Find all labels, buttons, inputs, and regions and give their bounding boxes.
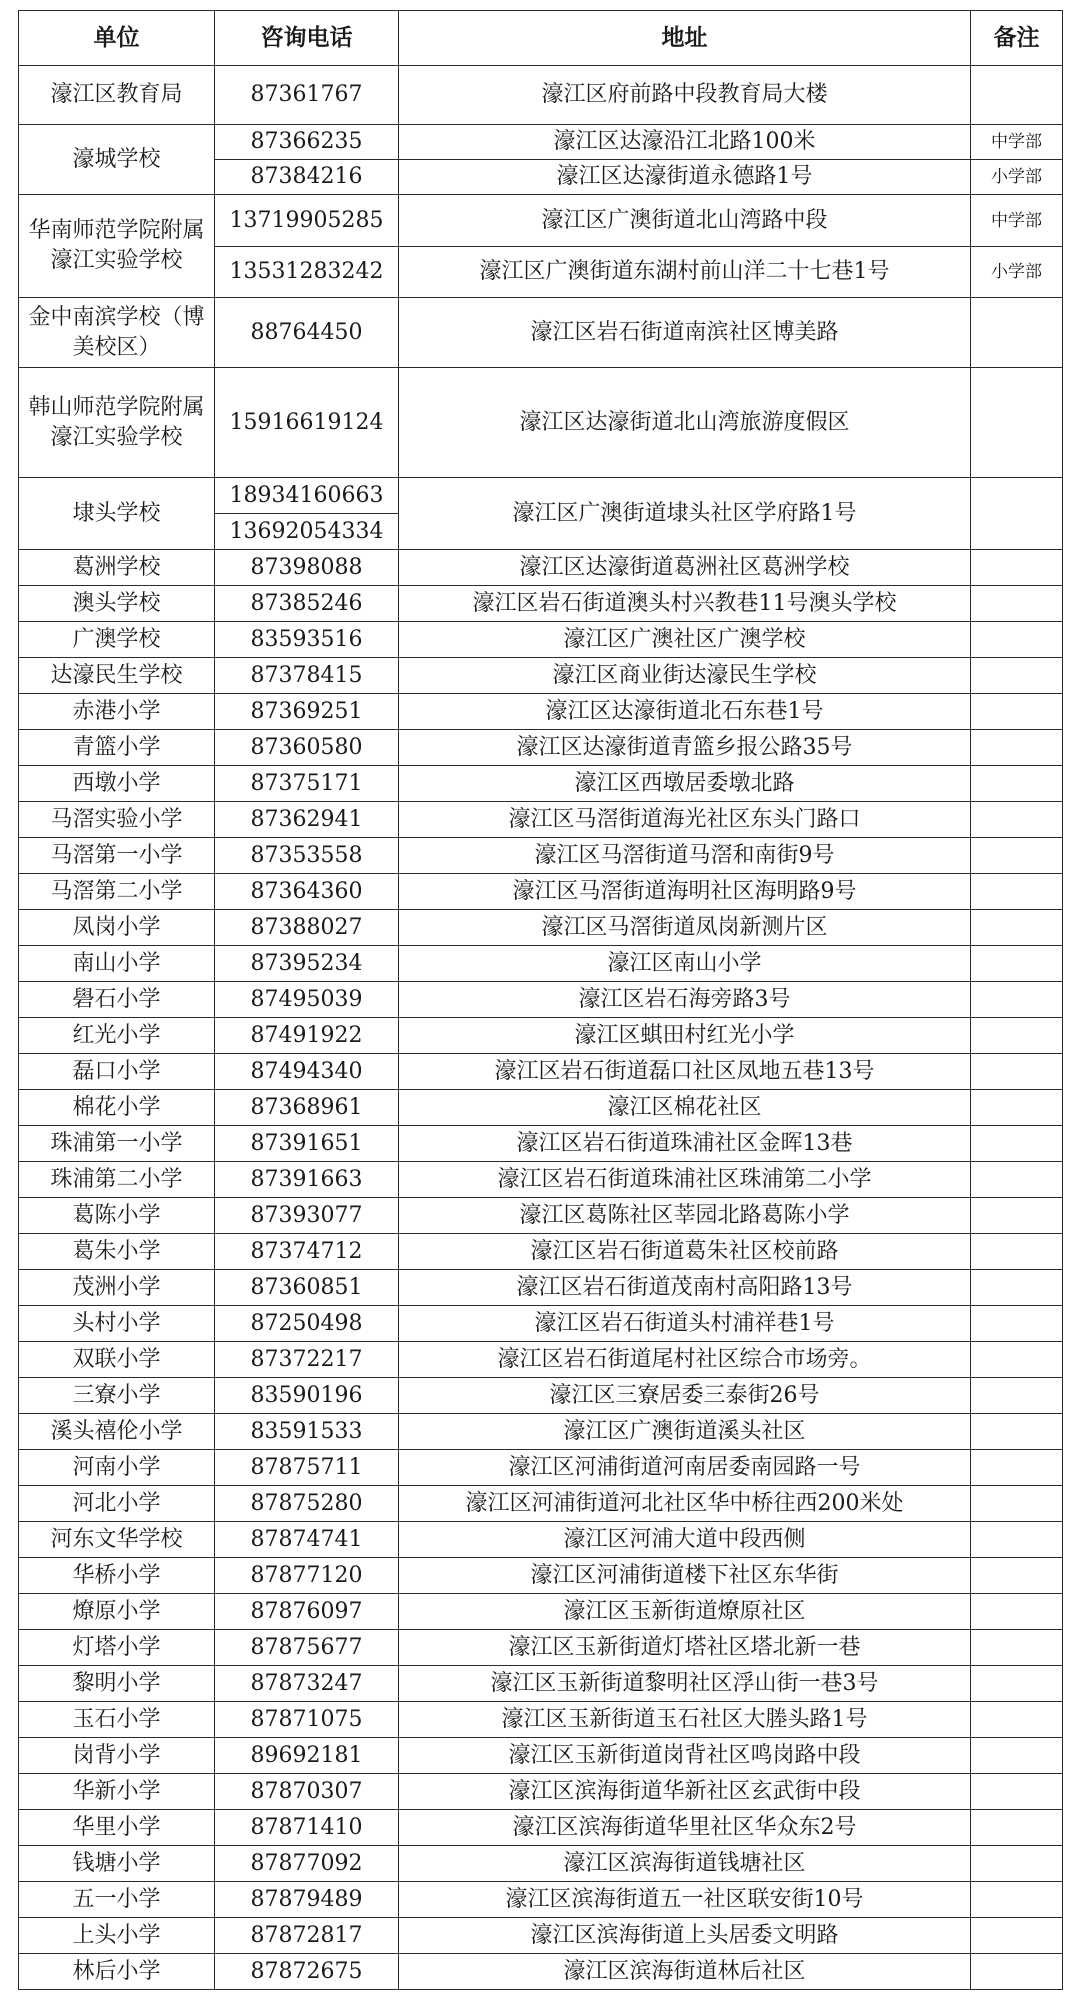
unit-cell: 濠江区教育局 — [19, 66, 215, 125]
note-cell — [971, 1414, 1063, 1450]
phone-cell: 87361767 — [215, 66, 399, 125]
table-row — [19, 730, 1063, 766]
table-row — [19, 802, 1063, 838]
phone-cell: 87362941 — [215, 802, 399, 838]
note-cell — [971, 1018, 1063, 1054]
address-cell: 濠江区达濠街道青篮乡报公路35号 — [399, 730, 971, 766]
table-row — [19, 478, 1063, 514]
phone-cell: 87876097 — [215, 1594, 399, 1630]
note-cell — [971, 730, 1063, 766]
table-row — [19, 298, 1063, 368]
address-cell: 濠江区葛陈社区莘园北路葛陈小学 — [399, 1198, 971, 1234]
address-cell: 濠江区岩石街道尾村社区综合市场旁。 — [399, 1342, 971, 1378]
phone-cell: 87879489 — [215, 1882, 399, 1918]
table-row — [19, 1954, 1063, 1990]
unit-cell: 钱塘小学 — [19, 1846, 215, 1882]
address-cell: 濠江区玉新街道玉石社区大塍头路1号 — [399, 1702, 971, 1738]
address-cell: 濠江区商业街达濠民生学校 — [399, 658, 971, 694]
address-cell: 濠江区岩石街道头村浦祥巷1号 — [399, 1306, 971, 1342]
note-cell — [971, 298, 1063, 368]
table-row — [19, 1594, 1063, 1630]
unit-cell: 濠城学校 — [19, 125, 215, 195]
note-cell — [971, 368, 1063, 478]
note-cell — [971, 1594, 1063, 1630]
phone-cell: 87491922 — [215, 1018, 399, 1054]
note-cell — [971, 1522, 1063, 1558]
address-cell: 濠江区达濠街道北石东巷1号 — [399, 694, 971, 730]
address-cell: 濠江区玉新街道燎原社区 — [399, 1594, 971, 1630]
unit-cell: 埭头学校 — [19, 478, 215, 550]
table-header — [19, 11, 1063, 66]
table-row — [19, 1162, 1063, 1198]
address-cell: 濠江区玉新街道岗背社区鸣岗路中段 — [399, 1738, 971, 1774]
note-cell — [971, 1198, 1063, 1234]
unit-cell: 玉石小学 — [19, 1702, 215, 1738]
note-cell — [971, 766, 1063, 802]
unit-cell: 澳头学校 — [19, 586, 215, 622]
address-cell: 濠江区滨海街道华新社区玄武街中段 — [399, 1774, 971, 1810]
note-cell — [971, 1630, 1063, 1666]
unit-cell: 灯塔小学 — [19, 1630, 215, 1666]
unit-cell: 上头小学 — [19, 1918, 215, 1954]
note-cell — [971, 478, 1063, 550]
table-row — [19, 874, 1063, 910]
note-cell — [971, 1054, 1063, 1090]
table-row — [19, 1054, 1063, 1090]
unit-cell: 马滘第二小学 — [19, 874, 215, 910]
phone-cell: 87366235 — [215, 125, 399, 160]
phone-cell: 87385246 — [215, 586, 399, 622]
note-cell — [971, 1486, 1063, 1522]
phone-cell: 87391651 — [215, 1126, 399, 1162]
unit-cell: 赤港小学 — [19, 694, 215, 730]
note-cell — [971, 982, 1063, 1018]
unit-cell: 南山小学 — [19, 946, 215, 982]
school-contact-table — [18, 10, 1063, 1990]
address-cell: 濠江区滨海街道五一社区联安街10号 — [399, 1882, 971, 1918]
table-row — [19, 586, 1063, 622]
address-cell: 濠江区西墩居委墩北路 — [399, 766, 971, 802]
phone-cell: 87872675 — [215, 1954, 399, 1990]
phone-cell: 13531283242 — [215, 247, 399, 298]
unit-cell: 华里小学 — [19, 1810, 215, 1846]
unit-cell: 林后小学 — [19, 1954, 215, 1990]
unit-cell: 西墩小学 — [19, 766, 215, 802]
header-address: 地址 — [399, 11, 971, 66]
unit-cell: 黎明小学 — [19, 1666, 215, 1702]
address-cell: 濠江区马滘街道马滘和南街9号 — [399, 838, 971, 874]
note-cell — [971, 1666, 1063, 1702]
unit-cell: 河东文华学校 — [19, 1522, 215, 1558]
address-cell: 濠江区河浦街道河北社区华中桥往西200米处 — [399, 1486, 971, 1522]
unit-cell: 达濠民生学校 — [19, 658, 215, 694]
table-body-simple — [19, 550, 1063, 1990]
unit-cell: 韩山师范学院附属濠江实验学校 — [19, 368, 215, 478]
contact-sheet — [18, 10, 1062, 1990]
address-cell: 濠江区岩石街道珠浦社区珠浦第二小学 — [399, 1162, 971, 1198]
address-cell: 濠江区岩石街道珠浦社区金晖13巷 — [399, 1126, 971, 1162]
unit-cell: 河南小学 — [19, 1450, 215, 1486]
phone-cell: 87388027 — [215, 910, 399, 946]
header-row — [19, 11, 1063, 66]
unit-cell: 礐石小学 — [19, 982, 215, 1018]
note-cell — [971, 622, 1063, 658]
unit-cell: 葛陈小学 — [19, 1198, 215, 1234]
table-row — [19, 1918, 1063, 1954]
table-row — [19, 658, 1063, 694]
table-row — [19, 1666, 1063, 1702]
table-row — [19, 910, 1063, 946]
table-row — [19, 1882, 1063, 1918]
address-cell: 濠江区广澳街道北山湾路中段 — [399, 195, 971, 247]
table-row — [19, 1234, 1063, 1270]
table-row — [19, 1018, 1063, 1054]
unit-cell: 头村小学 — [19, 1306, 215, 1342]
phone-cell: 15916619124 — [215, 368, 399, 478]
phone-cell: 13692054334 — [215, 514, 399, 550]
address-cell: 濠江区府前路中段教育局大楼 — [399, 66, 971, 125]
address-cell: 濠江区南山小学 — [399, 946, 971, 982]
phone-cell: 87875280 — [215, 1486, 399, 1522]
phone-cell: 87398088 — [215, 550, 399, 586]
phone-cell: 87494340 — [215, 1054, 399, 1090]
note-cell — [971, 1162, 1063, 1198]
table-row — [19, 66, 1063, 125]
note-cell — [971, 1702, 1063, 1738]
table-row — [19, 550, 1063, 586]
note-cell — [971, 1810, 1063, 1846]
phone-cell: 87372217 — [215, 1342, 399, 1378]
address-cell: 濠江区滨海街道钱塘社区 — [399, 1846, 971, 1882]
table-row — [19, 622, 1063, 658]
address-cell: 濠江区岩石海旁路3号 — [399, 982, 971, 1018]
unit-cell: 三寮小学 — [19, 1378, 215, 1414]
unit-cell: 燎原小学 — [19, 1594, 215, 1630]
unit-cell: 河北小学 — [19, 1486, 215, 1522]
phone-cell: 87375171 — [215, 766, 399, 802]
phone-cell: 87875677 — [215, 1630, 399, 1666]
table-row — [19, 1306, 1063, 1342]
note-cell: 小学部 — [971, 160, 1063, 195]
table-row — [19, 1630, 1063, 1666]
phone-cell: 87353558 — [215, 838, 399, 874]
phone-cell: 87369251 — [215, 694, 399, 730]
phone-cell: 87871410 — [215, 1810, 399, 1846]
phone-cell: 87384216 — [215, 160, 399, 195]
table-row — [19, 1774, 1063, 1810]
note-cell — [971, 874, 1063, 910]
unit-cell: 棉花小学 — [19, 1090, 215, 1126]
note-cell — [971, 1450, 1063, 1486]
unit-cell: 葛洲学校 — [19, 550, 215, 586]
phone-cell: 87374712 — [215, 1234, 399, 1270]
unit-cell: 岗背小学 — [19, 1738, 215, 1774]
phone-cell: 87250498 — [215, 1306, 399, 1342]
phone-cell: 88764450 — [215, 298, 399, 368]
unit-cell: 珠浦第二小学 — [19, 1162, 215, 1198]
phone-cell: 87871075 — [215, 1702, 399, 1738]
phone-cell: 87877120 — [215, 1558, 399, 1594]
unit-cell: 金中南滨学校（博美校区） — [19, 298, 215, 368]
address-cell: 濠江区马滘街道海光社区东头门路口 — [399, 802, 971, 838]
table-row — [19, 1558, 1063, 1594]
table-row — [19, 1270, 1063, 1306]
unit-cell: 马滘第一小学 — [19, 838, 215, 874]
phone-cell: 87495039 — [215, 982, 399, 1018]
note-cell: 小学部 — [971, 247, 1063, 298]
note-cell — [971, 1774, 1063, 1810]
phone-cell: 83590196 — [215, 1378, 399, 1414]
table-row — [19, 1486, 1063, 1522]
note-cell — [971, 1738, 1063, 1774]
table-row — [19, 1738, 1063, 1774]
address-cell: 濠江区河浦街道河南居委南园路一号 — [399, 1450, 971, 1486]
table-row — [19, 1342, 1063, 1378]
phone-cell: 13719905285 — [215, 195, 399, 247]
address-cell: 濠江区岩石街道葛朱社区校前路 — [399, 1234, 971, 1270]
header-note: 备注 — [971, 11, 1063, 66]
unit-cell: 磊口小学 — [19, 1054, 215, 1090]
phone-cell: 87870307 — [215, 1774, 399, 1810]
note-cell — [971, 1558, 1063, 1594]
table-row — [19, 1702, 1063, 1738]
table-row — [19, 1198, 1063, 1234]
address-cell: 濠江区达濠街道北山湾旅游度假区 — [399, 368, 971, 478]
address-cell: 濠江区滨海街道林后社区 — [399, 1954, 971, 1990]
address-cell: 濠江区达濠街道葛洲社区葛洲学校 — [399, 550, 971, 586]
note-cell — [971, 838, 1063, 874]
header-phone: 咨询电话 — [215, 11, 399, 66]
note-cell — [971, 1126, 1063, 1162]
unit-cell: 五一小学 — [19, 1882, 215, 1918]
table-row — [19, 125, 1063, 160]
note-cell — [971, 1342, 1063, 1378]
phone-cell: 87875711 — [215, 1450, 399, 1486]
address-cell: 濠江区马滘街道海明社区海明路9号 — [399, 874, 971, 910]
phone-cell: 87393077 — [215, 1198, 399, 1234]
address-cell: 濠江区河浦街道楼下社区东华街 — [399, 1558, 971, 1594]
note-cell: 中学部 — [971, 195, 1063, 247]
note-cell — [971, 910, 1063, 946]
note-cell — [971, 1270, 1063, 1306]
note-cell — [971, 1918, 1063, 1954]
phone-cell: 83593516 — [215, 622, 399, 658]
phone-cell: 83591533 — [215, 1414, 399, 1450]
address-cell: 濠江区广澳街道埭头社区学府路1号 — [399, 478, 971, 550]
phone-cell: 87360580 — [215, 730, 399, 766]
table-body — [19, 66, 1063, 550]
phone-cell: 87391663 — [215, 1162, 399, 1198]
note-cell — [971, 1954, 1063, 1990]
table-row — [19, 946, 1063, 982]
phone-cell: 87872817 — [215, 1918, 399, 1954]
note-cell — [971, 1090, 1063, 1126]
phone-cell: 89692181 — [215, 1738, 399, 1774]
note-cell — [971, 586, 1063, 622]
note-cell: 中学部 — [971, 125, 1063, 160]
table-row — [19, 1090, 1063, 1126]
address-cell: 濠江区三寮居委三泰街26号 — [399, 1378, 971, 1414]
note-cell — [971, 1234, 1063, 1270]
phone-cell: 87877092 — [215, 1846, 399, 1882]
unit-cell: 红光小学 — [19, 1018, 215, 1054]
note-cell — [971, 1378, 1063, 1414]
table-row — [19, 1414, 1063, 1450]
address-cell: 濠江区广澳街道东湖村前山洋二十七巷1号 — [399, 247, 971, 298]
phone-cell: 87360851 — [215, 1270, 399, 1306]
address-cell: 濠江区岩石街道茂南村高阳路13号 — [399, 1270, 971, 1306]
unit-cell: 华南师范学院附属濠江实验学校 — [19, 195, 215, 298]
unit-cell: 广澳学校 — [19, 622, 215, 658]
unit-cell: 珠浦第一小学 — [19, 1126, 215, 1162]
unit-cell: 葛朱小学 — [19, 1234, 215, 1270]
note-cell — [971, 1882, 1063, 1918]
address-cell: 濠江区棉花社区 — [399, 1090, 971, 1126]
phone-cell: 87874741 — [215, 1522, 399, 1558]
unit-cell: 青篮小学 — [19, 730, 215, 766]
unit-cell: 凤岗小学 — [19, 910, 215, 946]
address-cell: 濠江区广澳街道溪头社区 — [399, 1414, 971, 1450]
address-cell: 濠江区岩石街道南滨社区博美路 — [399, 298, 971, 368]
note-cell — [971, 1846, 1063, 1882]
phone-cell: 87395234 — [215, 946, 399, 982]
unit-cell: 溪头禧伦小学 — [19, 1414, 215, 1450]
note-cell — [971, 658, 1063, 694]
address-cell: 濠江区广澳社区广澳学校 — [399, 622, 971, 658]
table-row — [19, 1450, 1063, 1486]
table-row — [19, 766, 1063, 802]
phone-cell: 87378415 — [215, 658, 399, 694]
unit-cell: 华桥小学 — [19, 1558, 215, 1594]
note-cell — [971, 694, 1063, 730]
note-cell — [971, 802, 1063, 838]
unit-cell: 华新小学 — [19, 1774, 215, 1810]
note-cell — [971, 946, 1063, 982]
table-row — [19, 838, 1063, 874]
unit-cell: 茂洲小学 — [19, 1270, 215, 1306]
phone-cell: 18934160663 — [215, 478, 399, 514]
phone-cell: 87364360 — [215, 874, 399, 910]
address-cell: 濠江区河浦大道中段西侧 — [399, 1522, 971, 1558]
table-row — [19, 368, 1063, 478]
address-cell: 濠江区滨海街道上头居委文明路 — [399, 1918, 971, 1954]
table-row — [19, 1846, 1063, 1882]
address-cell: 濠江区玉新街道灯塔社区塔北新一巷 — [399, 1630, 971, 1666]
table-row — [19, 1378, 1063, 1414]
unit-cell: 马滘实验小学 — [19, 802, 215, 838]
address-cell: 濠江区蜞田村红光小学 — [399, 1018, 971, 1054]
header-unit: 单位 — [19, 11, 215, 66]
address-cell: 濠江区达濠街道永德路1号 — [399, 160, 971, 195]
table-row — [19, 195, 1063, 247]
address-cell: 濠江区马滘街道凤岗新测片区 — [399, 910, 971, 946]
table-row — [19, 982, 1063, 1018]
address-cell: 濠江区滨海街道华里社区华众东2号 — [399, 1810, 971, 1846]
note-cell — [971, 550, 1063, 586]
table-row — [19, 1126, 1063, 1162]
unit-cell: 双联小学 — [19, 1342, 215, 1378]
phone-cell: 87873247 — [215, 1666, 399, 1702]
address-cell: 濠江区岩石街道磊口社区凤地五巷13号 — [399, 1054, 971, 1090]
address-cell: 濠江区玉新街道黎明社区浮山街一巷3号 — [399, 1666, 971, 1702]
note-cell — [971, 66, 1063, 125]
table-row — [19, 1810, 1063, 1846]
phone-cell: 87368961 — [215, 1090, 399, 1126]
note-cell — [971, 1306, 1063, 1342]
address-cell: 濠江区岩石街道澳头村兴教巷11号澳头学校 — [399, 586, 971, 622]
table-row — [19, 694, 1063, 730]
address-cell: 濠江区达濠沿江北路100米 — [399, 125, 971, 160]
table-row — [19, 1522, 1063, 1558]
